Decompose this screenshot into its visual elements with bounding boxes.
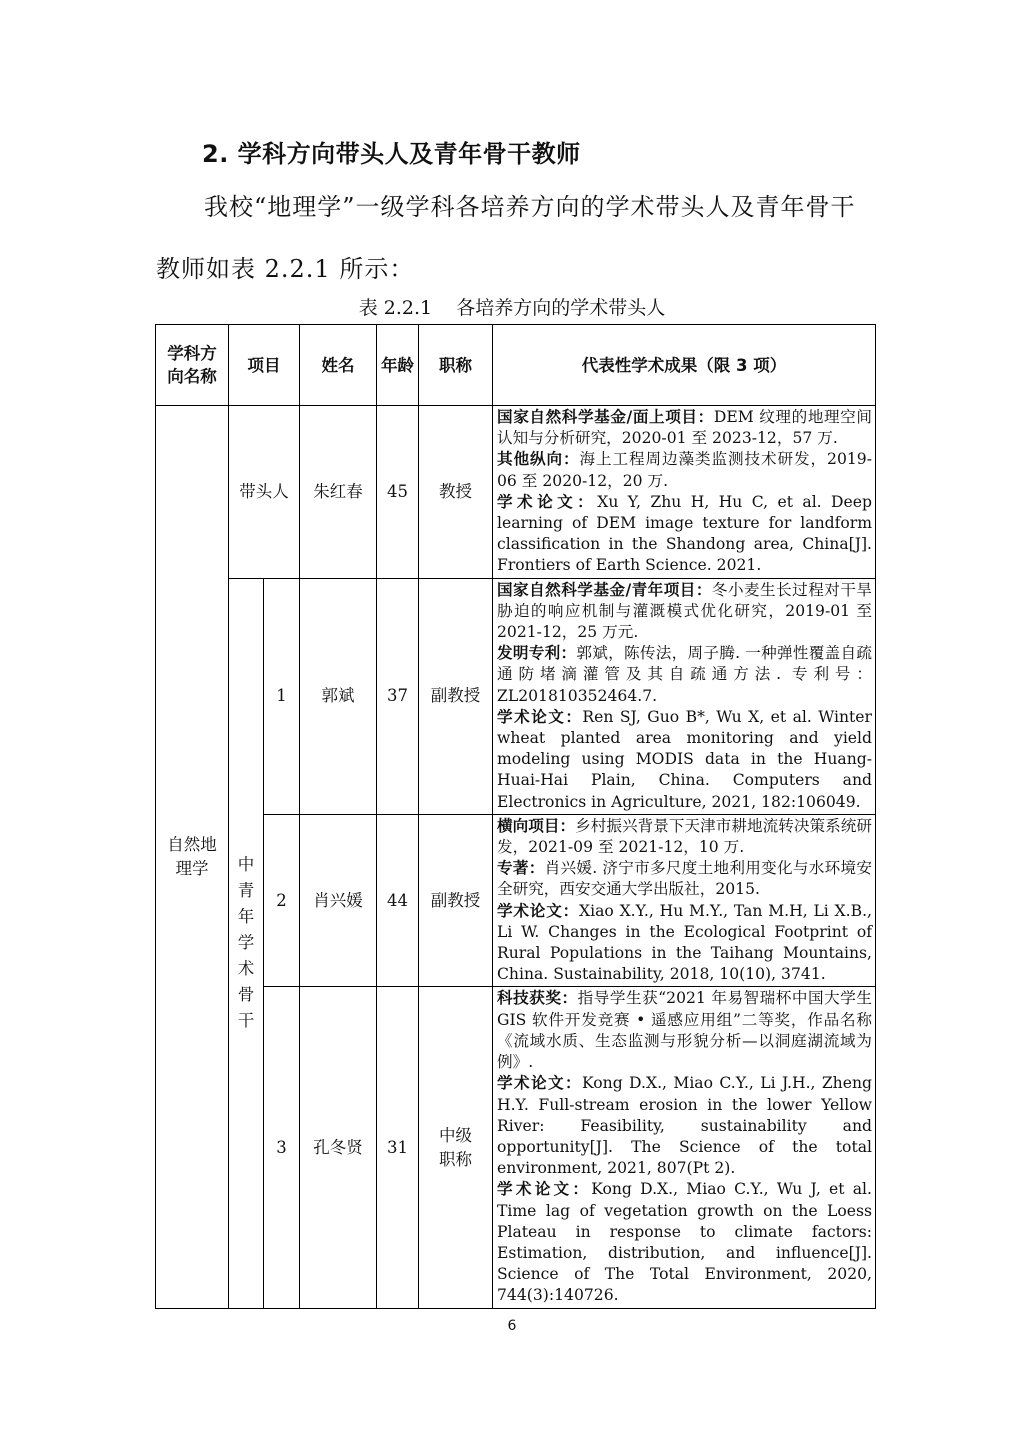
age-cell: 31 [377, 987, 419, 1308]
title-cell: 教授 [419, 406, 493, 579]
group-label: 中青年学术骨干 [237, 855, 255, 1031]
name-cell: 朱红春 [300, 406, 377, 579]
intro-paragraph [156, 176, 876, 300]
table-row [156, 987, 876, 1308]
achievement-entry: 学术论文：Xu Y, Zhu H, Hu C, et al. Deep learning of DEM image texture for landform classification in the Shandong area, China[J]. Frontiers of Earth Science. 2021. [497, 492, 872, 575]
title-cell: 副教授 [419, 578, 493, 814]
age-cell: 45 [377, 406, 419, 579]
achievements-cell [493, 814, 876, 987]
table-row [156, 814, 876, 987]
table-header-row [156, 325, 876, 406]
achievement-entry: 横向项目：乡村振兴背景下天津市耕地流转决策系统研发，2021-09 至 2021-12，10 万. [497, 816, 872, 857]
achievement-entry: 学术论文：Kong D.X., Miao C.Y., Li J.H., Zheng H.Y. Full-stream erosion in the lower Yellow River: Feasibility, sustainability and opportunity[J]. The Science of the total environment, 2021, 807(Pt 2). [497, 1074, 872, 1178]
name-cell: 郭斌 [300, 578, 377, 814]
achievements-cell [493, 406, 876, 579]
achievement-entry: 国家自然科学基金/青年项目：冬小麦生长过程对干旱胁迫的响应机制与灌溉模式优化研究，2019-01 至 2021-12，25 万元. [497, 580, 872, 642]
name-cell: 肖兴媛 [300, 814, 377, 987]
achievements-cell [493, 987, 876, 1308]
table-caption: 表 2.2.1 各培养方向的学术带头人 [358, 297, 666, 319]
leaders-table [155, 324, 876, 1309]
table-row [156, 406, 876, 579]
name-cell: 孔冬贤 [300, 987, 377, 1308]
title-cell: 中级职称 [419, 987, 493, 1308]
achievement-entry: 学术论文：Xiao X.Y., Hu M.Y., Tan M.H, Li X.B., Li W. Changes in the Ecological Footprint of Rural Populations in the Taihang Mountains, China. Sustainability, 2018, 10(10), 3741. [497, 901, 872, 984]
age-cell: 37 [377, 578, 419, 814]
achievements-cell [493, 578, 876, 814]
item-cell: 带头人 [229, 406, 300, 579]
header-age: 年龄 [377, 325, 419, 406]
header-name: 姓名 [300, 325, 377, 406]
intro-line-1: 我校“地理学”一级学科各培养方向的学术带头人及青年骨干 [204, 193, 856, 221]
achievement-entry: 科技获奖：指导学生获“2021 年易智瑞杯中国大学生 GIS 软件开发竞赛 • 遥感应用组”二等奖，作品名称《流域水质、生态监测与形貌分析—以洞庭湖流域为例》. [497, 989, 872, 1072]
discipline-cell: 自然地理学 [156, 406, 229, 1309]
title-cell: 副教授 [419, 814, 493, 987]
age-cell: 44 [377, 814, 419, 987]
achievement-entry: 其他纵向：海上工程周边藻类监测技术研发，2019-06 至 2020-12，20 万. [497, 450, 872, 490]
achievement-entry: 学术论文：Ren SJ, Guo B*, Wu X, et al. Winter wheat planted area monitoring and yield modeling using MODIS data in the Huang-Huai-Hai Plain, China. Computers and Electronics in Agriculture, 2021, 182:106049. [497, 707, 872, 811]
achievement-entry: 学术论文：Kong D.X., Miao C.Y., Wu J, et al. Time lag of vegetation growth on the Loess Plateau in response to climate factors: Estimation, distribution, and influence[J]. Science of The Total Environment, 2020, 744(3):140726. [497, 1180, 872, 1305]
achievement-entry: 国家自然科学基金/面上项目：DEM 纹理的地理空间认知与分析研究，2020-01 至 2023-12，57 万. [497, 408, 872, 448]
header-item: 项目 [229, 325, 300, 406]
table-row [156, 578, 876, 814]
item-cell: 2 [264, 814, 300, 987]
intro-line-2: 教师如表 2.2.1 所示： [156, 255, 415, 283]
header-achievements: 代表性学术成果（限 3 项） [493, 325, 876, 406]
section-heading: 2. 学科方向带头人及青年骨干教师 [202, 140, 581, 168]
item-cell: 3 [264, 987, 300, 1308]
page-number: 6 [507, 1318, 517, 1334]
item-cell: 1 [264, 578, 300, 814]
header-title: 职称 [419, 325, 493, 406]
header-discipline: 学科方向名称 [156, 325, 229, 406]
achievement-entry: 发明专利：郭斌，陈传法，周子腾. 一种弹性覆盖自疏通防堵滴灌管及其自疏通方法. 专利号：ZL201810352464.7. [497, 644, 872, 705]
group-cell [229, 578, 264, 1308]
achievement-entry: 专著：肖兴媛. 济宁市多尺度土地利用变化与水环境安全研究，西安交通大学出版社，2015. [497, 859, 872, 899]
